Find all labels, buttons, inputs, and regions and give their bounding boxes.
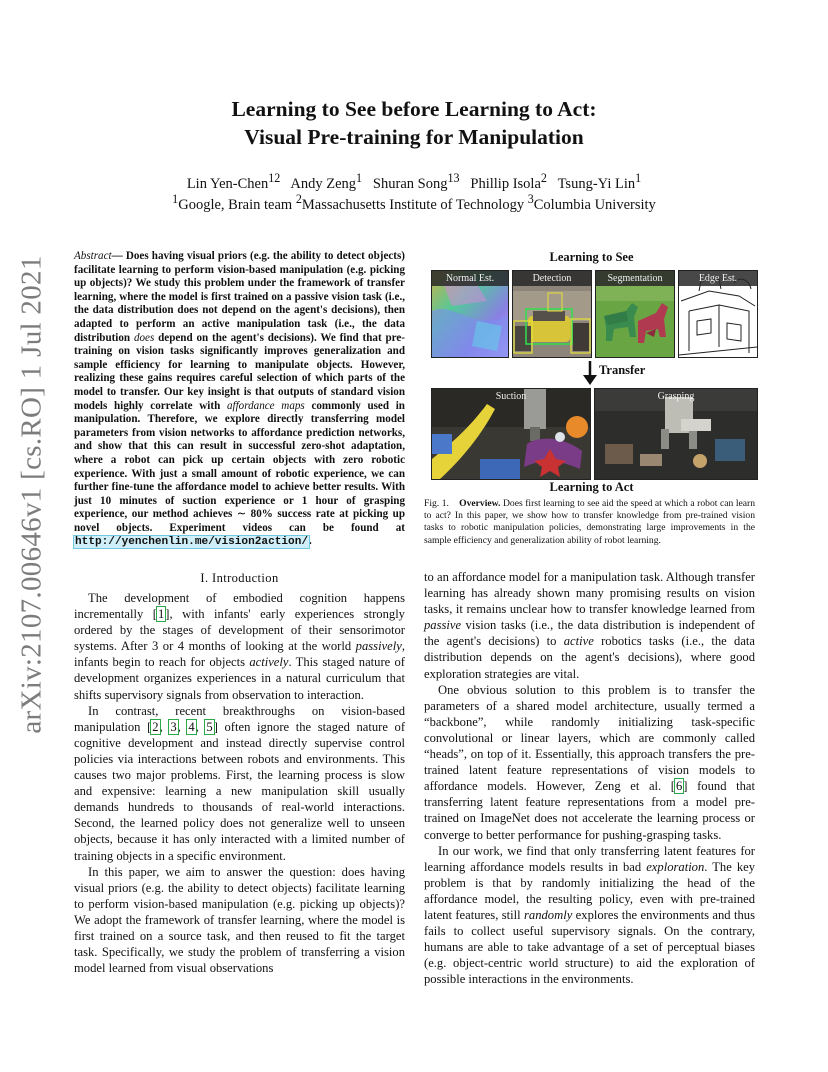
arxiv-stamp: arXiv:2107.00646v1 [cs.RO] 1 Jul 2021 — [15, 255, 48, 734]
caption-label: Fig. 1. — [424, 498, 449, 509]
citation-link[interactable]: 6 — [676, 779, 683, 794]
segmentation-image — [595, 270, 675, 358]
paragraph: One obvious solution to this problem is to transfer the parameters of a shared model architecture, usually termed a “backbone”, while randomly initializing task-specific convolutional or linear layers, which are commonly called “heads”, on top of it. Essentially, this approach transfers the pre-trained latent feature representations of vision models to affordance models. However, Zeng et al. [6] found that transferring latent feature representations from a model pre-trained on ImageNet does not accelerate the learning process or converge to better performance for pushing-grasping tasks. — [424, 682, 755, 842]
affiliation-list — [0, 192, 828, 214]
paragraph: to an affordance model for a manipulation task. Although transfer learning has already shown many promising results on vision tasks, it remains unclear how to transfer knowledge learned from passive vision tasks (i.e., the data distribution is independent of the agent's decisions) to active robotics tasks (i.e., the data distribution depends on the agent's decisions), where good exploration strategies are vital. — [424, 570, 756, 681]
affiliation: $^2$Massachusetts Institute of Technology — [295, 192, 525, 213]
author: Lin Yen-Chen$^{12}$ — [186, 171, 281, 192]
affiliation: $^1$Google, Brain team — [172, 192, 293, 213]
title-line-2: Visual Pre-training for Manipulation — [244, 125, 584, 149]
figure-top-title: Learning to See — [549, 250, 634, 264]
author: Shuran Song$^{13}$ — [372, 171, 460, 192]
affiliation: $^3$Columbia University — [527, 192, 656, 213]
panel-label: Grasping — [657, 391, 695, 402]
right-column — [424, 569, 755, 987]
figure-bottom-title: Learning to Act — [549, 480, 634, 494]
citation-link[interactable]: 1 — [157, 607, 165, 622]
left-column — [74, 590, 405, 976]
suction-image — [431, 388, 591, 480]
paragraph: In contrast, recent breakthroughs on vision-based manipulation [2, 3, 4, 5] often ignore the staged nature of cognitive development and instead directly supervise control policies via interactions between robots and environments. This causes two major problems. First, the learning process is slow and expensive: learning a new manipulation skill usually demands hundreds to thousands of real-world interactions. Second, the learned policy does not generalize well to unseen objects, because it has only interacted with a limited number of training objects in a specific environment. — [74, 703, 406, 863]
down-arrow-icon — [580, 360, 600, 386]
abstract: Abstract— Does having visual priors (e.g. the ability to detect objects) facilitate learning to perform vision-based manipulation (e.g. picking up objects)? We study this problem under the framework of transfer learning, where the model is first trained on a passive vision task (i.e., the data distribution does not depend on the agent's decisions), then adapted to perform an active manipulation task (i.e., the data distribution does depend on the agent's decisions). We find that pre-training on vision tasks significantly improves generalization and sample efficiency for learning to manipulate objects. However, realizing these gains requires careful selection of which parts of the model to transfer. Our key insight is that outputs of standard vision models highly correlate with affordance maps commonly used in manipulation. Therefore, we explore directly transferring model parameters from vision networks to affordance prediction networks, and show that this can result in successful zero-shot adaptation, where a robot can pick up certain objects with zero robotic experience. With just a small amount of robotic experience, we can further fine-tune the affordance model to achieve better results. With just 10 minutes of suction experience or 1 hour of grasping experience, our method achieves ∼ 80% success rate at picking up novel objects. Experiment videos can be found at http://yenchenlin.me/vision2action/. — [74, 250, 405, 549]
figure-1 — [424, 250, 759, 495]
figure-caption: Fig. 1. Overview. Does first learning to see aid the speed at which a robot can learn to act? In this paper, we show how to transfer knowledge from pre-trained vision tasks to robotic manipulation policies, demonstrating large improvements in the sample efficiency and generalization ability of robot learning. — [424, 498, 756, 546]
panel-label: Edge Est. — [679, 271, 757, 286]
citation-link[interactable]: 4 — [188, 719, 195, 734]
author: Tsung-Yi Lin$^1$ — [557, 171, 642, 192]
citation-link[interactable]: 3 — [170, 719, 177, 734]
panel-label: Suction — [495, 391, 527, 402]
project-url-link[interactable]: http://yenchenlin.me/vision2action/ — [75, 536, 309, 549]
edge-estimation-image — [678, 270, 758, 358]
detection-image — [512, 270, 592, 358]
citation-link[interactable]: 5 — [206, 719, 213, 734]
author: Phillip Isola$^2$ — [470, 171, 547, 192]
paragraph: In our work, we find that only transferring latent features for learning affordance models results in bad exploration. The key problem is that by randomly initializing the head of the affordance model, the resulting policy, even with pre-trained latent features, still randomly explores the environments and thus fails to collect useful supervisory signals. On the contrary, humans are able to take advantage of a set of perceptual biases (e.g. object-centric world structure) to aid the exploration of possible interactions in the environments. — [424, 843, 756, 987]
paragraph: The development of embodied cognition happens incrementally [1], with infants' early experiences strongly ordered by the stages of development of their sensorimotor systems. After 3 or 4 months of looking at the world passively, infants begin to reach for objects actively. This staged nature of development organizes experiences in a natural curriculum that shifts supervisory signals from observation to interaction. — [74, 591, 405, 702]
abstract-label: Abstract — [74, 250, 112, 262]
section-heading: I. Introduction — [200, 571, 279, 585]
title-line-1: Learning to See before Learning to Act: — [231, 97, 597, 121]
normal-estimation-image — [431, 270, 509, 358]
panel-label: Normal Est. — [432, 271, 508, 286]
citation-link[interactable]: 2 — [152, 719, 159, 734]
panel-label: Segmentation — [596, 271, 674, 286]
transfer-label: Transfer — [599, 363, 646, 377]
author-list — [0, 171, 828, 193]
paper-title — [0, 95, 828, 151]
panel-label: Detection — [513, 271, 591, 286]
grasping-image — [594, 388, 758, 480]
paragraph: In this paper, we aim to answer the question: does having visual priors (e.g. the ability to detect objects) facilitate learning to perform vision-based manipulation (e.g. picking up objects)? We adopt the framework of transfer learning, where the model is first trained on a source task, and then reused to fit the target task. Specifically, we study the problem of transferring a vision model learned from visual observations — [74, 864, 405, 976]
author: Andy Zeng$^1$ — [290, 171, 363, 192]
